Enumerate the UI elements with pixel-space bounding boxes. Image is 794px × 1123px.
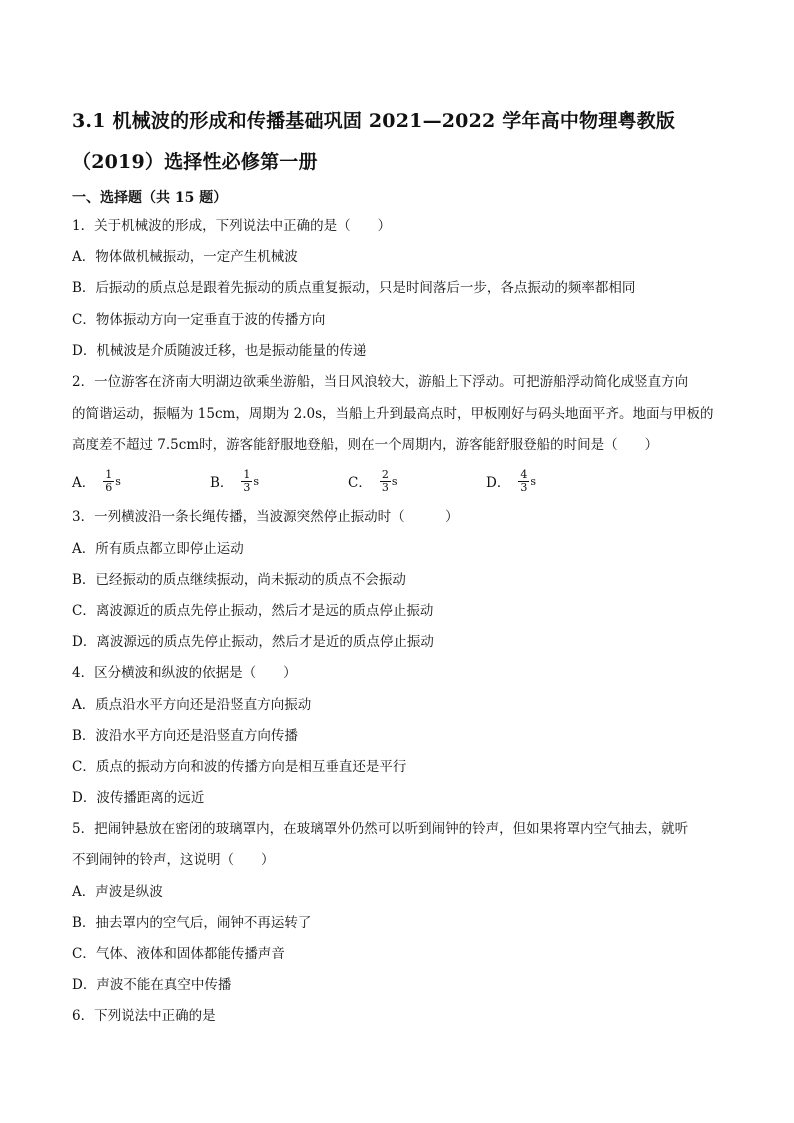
- q5-option-d: D．声波不能在真空中传播: [72, 977, 232, 993]
- q2-choice-a-fraction: [103, 469, 114, 494]
- q2-choice-a-numerator: 1: [105, 467, 113, 481]
- q2-stem-line-2: 的简谐运动，振幅为 15cm，周期为 2.0s，当船上升到最高点时，甲板刚好与码头地面平齐。地面与甲板的: [72, 406, 714, 422]
- q4-stem: 4．区分横波和纵波的依据是（ ）: [72, 665, 297, 681]
- section-title: 一、选择题（共 15 题）: [72, 190, 228, 206]
- q2-choice-b-unit: s: [253, 474, 260, 488]
- q2-choice-b-letter: B．: [210, 475, 234, 491]
- q2-choice-a-denominator: 6: [105, 480, 113, 494]
- q3-option-d: D．离波源远的质点先停止振动，然后才是近的质点停止振动: [72, 634, 434, 650]
- q2-choice-b: [210, 466, 259, 496]
- q5-option-a: A．声波是纵波: [72, 884, 163, 900]
- q2-choice-b-fraction: [241, 469, 252, 494]
- q2-choice-d-numerator: 4: [520, 467, 528, 481]
- q1-stem: 1．关于机械波的形成，下列说法中正确的是（ ）: [72, 218, 392, 234]
- q4-option-d: D．波传播距离的远近: [72, 790, 205, 806]
- q2-choice-a-letter: A．: [72, 475, 96, 491]
- q3-option-a: A．所有质点都立即停止运动: [72, 541, 244, 557]
- q3-option-b: B．已经振动的质点继续振动，尚未振动的质点不会振动: [72, 572, 406, 588]
- q2-choice-c-numerator: 2: [381, 467, 389, 481]
- q2-choice-b-denominator: 3: [243, 480, 251, 494]
- q6-stem: 6．下列说法中正确的是: [72, 1008, 216, 1024]
- q4-option-b: B．波沿水平方向还是沿竖直方向传播: [72, 728, 298, 744]
- q2-choice-d: [486, 466, 536, 496]
- q1-option-a: A．物体做机械振动，一定产生机械波: [72, 249, 298, 265]
- q2-choice-c-fraction: [380, 469, 391, 494]
- q4-option-a: A．质点沿水平方向还是沿竖直方向振动: [72, 697, 312, 713]
- q2-stem-line-1: 2．一位游客在济南大明湖边欲乘坐游船，当日风浪较大，游船上下浮动。可把游船浮动简化成竖直方向: [72, 374, 689, 390]
- q2-choices: [72, 466, 632, 496]
- q2-choice-a-unit: s: [115, 474, 121, 488]
- q3-stem: 3．一列横波沿一条长绳传播，当波源突然停止振动时（ ）: [72, 509, 459, 525]
- document-title-line-1: 3.1 机械波的形成和传播基础巩固 2021—2022 学年高中物理粤教版: [72, 110, 676, 132]
- q3-option-c: C．离波源近的质点先停止振动，然后才是远的质点停止振动: [72, 603, 434, 619]
- q1-option-c: C．物体振动方向一定垂直于波的传播方向: [72, 312, 326, 328]
- q2-choice-c-denominator: 3: [381, 480, 389, 494]
- q5-stem-line-2: 不到闹钟的铃声，这说明（ ）: [72, 852, 275, 868]
- q2-choice-d-denominator: 3: [520, 480, 528, 494]
- q2-choice-b-numerator: 1: [243, 467, 251, 481]
- q2-stem-line-3: 高度差不超过 7.5cm时，游客能舒服地登船，则在一个周期内，游客能舒服登船的时间是（ ）: [72, 437, 659, 453]
- document-title-line-2: （2019）选择性必修第一册: [72, 151, 318, 173]
- q2-choice-c: [348, 466, 398, 496]
- q2-choice-a: [72, 466, 121, 496]
- q2-choice-d-letter: D．: [486, 475, 511, 491]
- q2-choice-d-fraction: [518, 469, 529, 494]
- q1-option-d: D．机械波是介质随波迁移，也是振动能量的传递: [72, 343, 367, 359]
- q4-option-c: C．质点的振动方向和波的传播方向是相互垂直还是平行: [72, 759, 407, 775]
- q5-option-b: B．抽去罩内的空气后，闹钟不再运转了: [72, 915, 312, 931]
- q5-option-c: C．气体、液体和固体都能传播声音: [72, 946, 285, 962]
- q2-choice-c-letter: C．: [348, 475, 372, 491]
- q5-stem-line-1: 5．把闹钟悬放在密闭的玻璃罩内，在玻璃罩外仍然可以听到闹钟的铃声，但如果将罩内空气抽去，就听: [72, 821, 689, 837]
- q1-option-b: B．后振动的质点总是跟着先振动的质点重复振动，只是时间落后一步，各点振动的频率都相同: [72, 280, 636, 296]
- q2-choice-c-unit: s: [391, 474, 398, 488]
- q2-choice-d-unit: s: [530, 474, 536, 488]
